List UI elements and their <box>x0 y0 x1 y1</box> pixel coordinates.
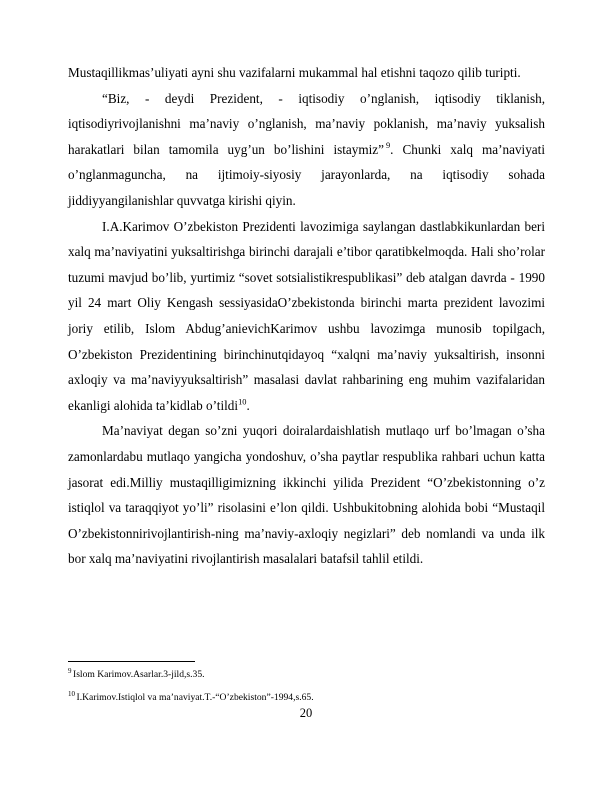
footnote-text-10: I.Karimov.Istiqlol va ma’naviyat.T.-“O’zbekiston”-1994,s.65. <box>76 692 314 703</box>
body-text-column <box>68 60 545 572</box>
page-number: 20 <box>299 706 313 720</box>
paragraph-2 <box>68 86 545 214</box>
paragraph-2-text-before-footnote: “Biz, - deydi Prezident, - iqtisodiy o’nglanish, iqtisodiy tiklanish, iqtisodiyrivojlanishni ma’naviy o’nglanish, ma’naviy poklanish, ma’naviy yuksalish harakatlari bilan tamomila uyg’un bo’lishini istaymiz” <box>68 90 545 157</box>
footnote-marker-10[interactable]: 10 <box>238 397 247 407</box>
paragraph-4: Ma’naviyat degan so’zni yuqori doiralardaishlatish mutlaqo urf bo’lmagan o’sha zamonlardabu mutlaqo yangicha yondoshuv, o’sha paytlar respublika rahbari uchun katta jasorat edi.Milliy mustaqilligimizning ikkinchi yilida Prezident “O’zbekistonning o’z istiqlol va taraqqiyot yo’li” risolasini e’lon qildi. Ushbukitobning alohida bobi “Mustaqil O’zbekistonnirivojlantirish-ning ma’naviy-axloqiy negizlari” deb nomlandi va unda ilk bor xalq ma’naviyatini rivojlantirish masalalari batafsil tahlil etildi. <box>68 423 545 567</box>
paragraph-1: Mustaqillikmas’uliyati ayni shu vazifalarni mukammal hal etishni taqozo qilib turipti. <box>68 65 521 80</box>
paragraph-2-text-after-footnote: . Chunki xalq ma’naviyati o’nglanmaguncha, na ijtimoiy-siyosiy jarayonlarda, na iqtisodiy sohada jiddiyyangilanishlar quvvatga kirishi qiyin. <box>68 141 545 208</box>
footnote-item-9 <box>68 666 545 681</box>
footnote-number-9: 9 <box>68 666 72 675</box>
footnote-separator-rule <box>68 661 195 662</box>
paragraph-3-text-before-footnote: I.A.Karimov O’zbekiston Prezidenti lavozimiga saylangan dastlabkikunlardan beri xalq ma’naviyatini yuksaltirishga birinchi darajali e’tibor qaratibkelmoqda. Hali sho’rolar tuzumi mavjud bo’lib, yurtimiz “sovet sotsialistikrespublikasi” deb atalgan davrda - 1990 yil 24 mart Oliy Kengash sessiyasidaO’zbekistonda birinchi marta prezident lavozimi joriy etilib, Islom Abdug’anievichKarimov ushbu lavozimga munosib topilgach, O’zbekiston Prezidentining birinchinutqidayoq “xalqni ma’naviy yuksaltirish, insonni axloqiy va ma’naviyyuksaltirish” masalasi davlat rahbarining eng muhim vazifalaridan ekanligi alohida ta’kidlab o’tildi <box>68 218 545 413</box>
footnote-number-10: 10 <box>68 689 75 698</box>
footnote-marker-9[interactable]: 9 <box>385 141 391 151</box>
paragraph-3-text-after-footnote: . <box>246 397 250 413</box>
footnote-item-10 <box>68 689 545 704</box>
footnote-text-9: Islom Karimov.Asarlar.3-jild,s.35. <box>73 669 205 680</box>
paragraph-3 <box>68 214 545 419</box>
